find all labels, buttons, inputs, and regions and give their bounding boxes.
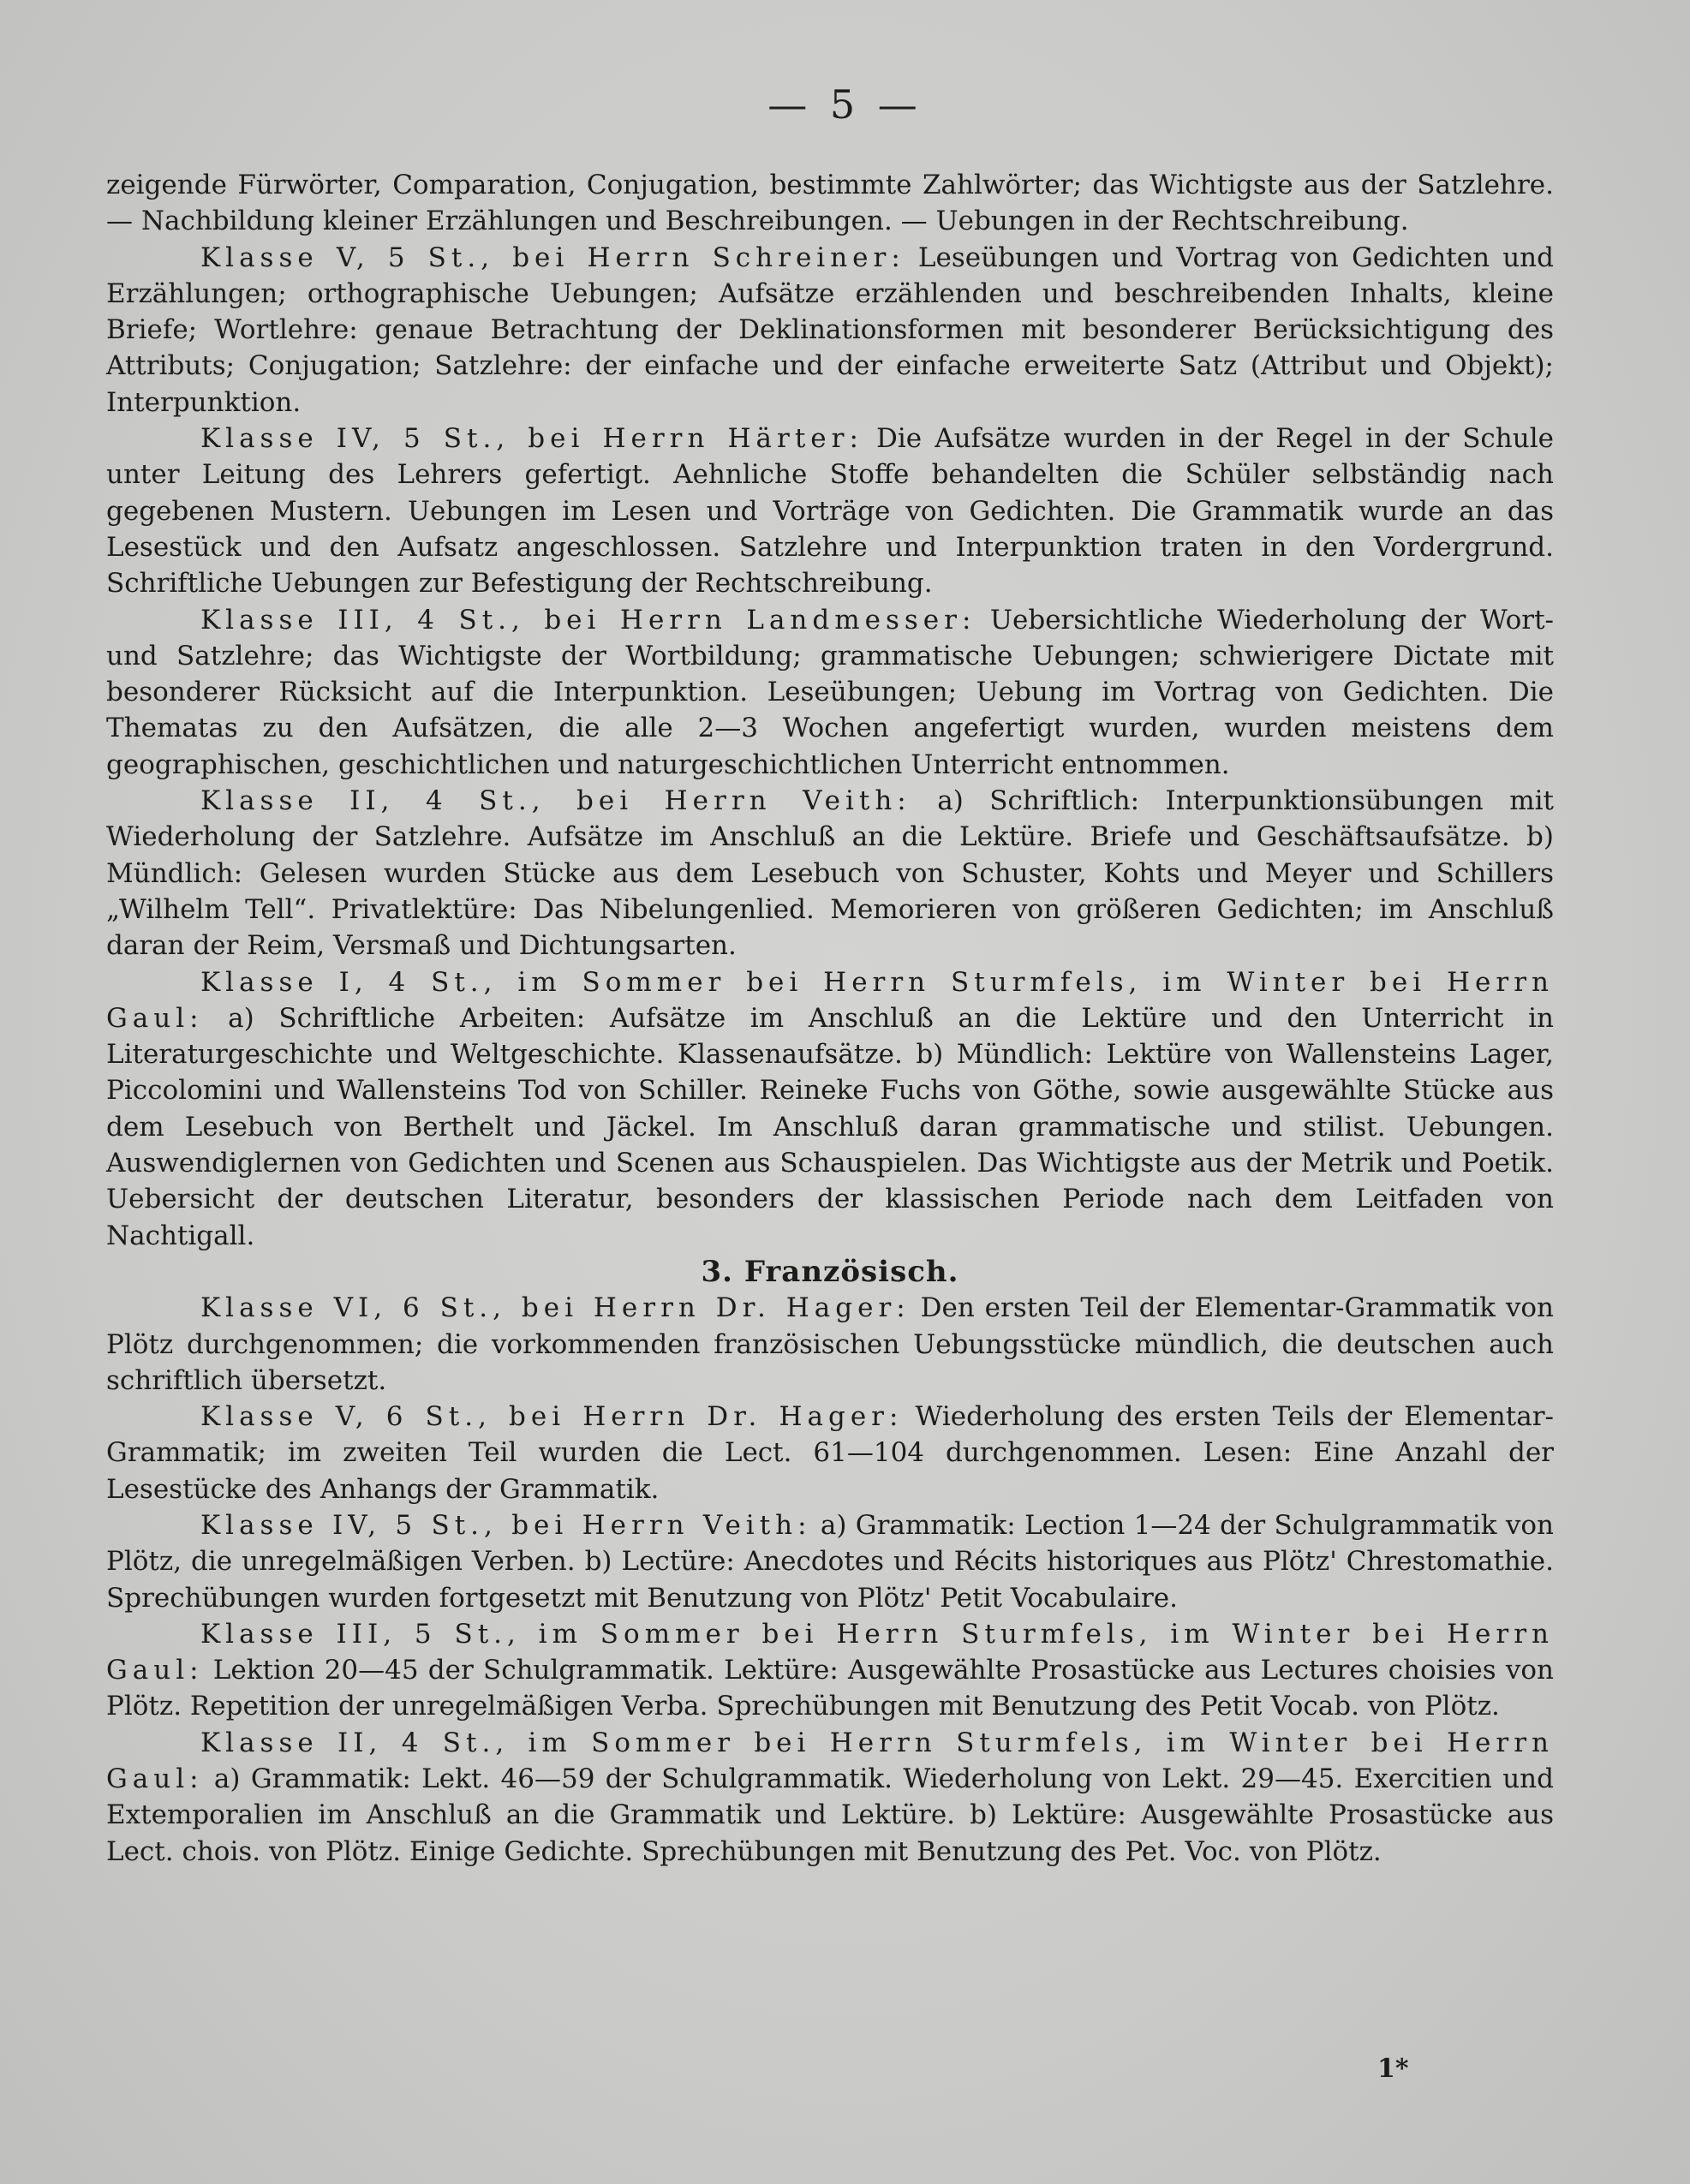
paragraph-text: Die Aufsätze wurden in der Regel in der Schule unter Leitung des Lehrers gefertigt. Aehnliche Stoffe behandelten die Schüler selbständig nach gegebenen Mustern. Uebungen im Lesen und Vorträge von Gedichten. Die Grammatik wurde an das Lesestück und den Aufsatz angeschlossen. Satzlehre und Interpunktion traten in den Vordergrund. Schriftliche Uebungen zur Befestigung der Rechtschreibung. (106, 423, 1554, 600)
paragraph-label: Klasse II, 4 St., bei Herrn Veith: (200, 785, 911, 817)
paragraph-label: Klasse VI, 6 St., bei Herrn Dr. Hager: (200, 1292, 911, 1324)
paragraph-text: a) Grammatik: Lection 1—24 der Schulgrammatik von Plötz, die unregelmäßigen Verben. b) Lectüre: Anecdotes und Récits historiques aus Plötz' Chrestomathie. Sprechübungen wurden fortgesetzt mit Benutzung von Plötz' Petit Vocabulaire. (106, 1509, 1554, 1614)
paragraph-label: Klasse III, 5 St., im Sommer bei Herrn Sturmfels, im Winter bei Herrn Gaul: (106, 1618, 1554, 1686)
paragraph-label: Klasse V, 6 St., bei Herrn Dr. Hager: (200, 1401, 904, 1433)
paragraph-text: a) Grammatik: Lekt. 46—59 der Schulgrammatik. Wiederholung von Lekt. 29—45. Exercitien und Extemporalien im Anschluß an die Grammatik und Lektüre. b) Lektüre: Ausgewählte Prosastücke aus Lect. chois. von Plötz. Einige Gedichte. Sprechübungen mit Benutzung des Pet. Voc. von Plötz. (106, 1763, 1554, 1867)
document-body (106, 167, 1554, 1870)
paragraph-text: a) Schriftlich: Interpunktionsübungen mit Wiederholung der Satzlehre. Aufsätze im Anschluß an die Lektüre. Briefe und Geschäftsaufsätze. b) Mündlich: Gelesen wurden Stücke aus dem Lesebuch von Schuster, Kohts und Meyer und Schillers „Wilhelm Tell“. Privatlektüre: Das Nibelungenlied. Memorieren von größeren Gedichten; im Anschluß daran der Reim, Versmaß und Dichtungsarten. (106, 785, 1554, 962)
paragraph-label: Klasse IV, 5 St., bei Herrn Härter: (200, 423, 863, 455)
paragraph-text: Uebersichtliche Wiederholung der Wort- und Satzlehre; das Wichtigste der Wortbildung; grammatische Uebungen; schwierigere Dictate mit besonderer Rücksicht auf die Interpunktion. Leseübungen; Uebung im Vortrag von Gedichten. Die Thematas zu den Aufsätzen, die alle 2—3 Wochen angefertigt wurden, wurden meistens dem geographischen, geschichtlichen und naturgeschichtlichen Unterricht entnommen. (106, 604, 1554, 780)
paragraph-deutsch-klasse-v (106, 240, 1554, 421)
paragraph-deutsch-klasse-iii (106, 602, 1554, 783)
intro-paragraph: zeigende Fürwörter, Comparation, Conjugation, bestimmte Zahlwörter; das Wichtigste aus der Satzlehre. — Nachbildung kleiner Erzählungen und Beschreibungen. — Uebungen in der Rechtschreibung. (106, 170, 1554, 237)
paragraph-text: Wiederholung des ersten Teils der Elementar-Grammatik; im zweiten Teil wurden die Lect. 61—104 durchgenommen. Lesen: Eine Anzahl der Lesestücke des Anhangs der Grammatik. (106, 1401, 1554, 1505)
paragraph-text: a) Schriftliche Arbeiten: Aufsätze im Anschluß an die Lektüre und den Unterricht in Literaturgeschichte und Weltgeschichte. Klassenaufsätze. b) Mündlich: Lektüre von Wallensteins Lager, Piccolomini und Wallensteins Tod von Schiller. Reineke Fuchs von Göthe, sowie ausgewählte Stücke aus dem Lesebuch von Berthelt und Jäckel. Im Anschluß daran grammatische und stilist. Uebungen. Auswendiglernen von Gedichten und Scenen aus Schauspielen. Das Wichtigste aus der Metrik und Poetik. Uebersicht der deutschen Literatur, besonders der klassischen Periode nach dem Leitfaden von Nachtigall. (106, 1002, 1554, 1251)
paragraph-label: Klasse III, 4 St., bei Herrn Landmesser: (200, 604, 976, 636)
paragraph-label: Klasse II, 4 St., im Sommer bei Herrn Sturmfels, im Winter bei Herrn Gaul: (106, 1727, 1554, 1795)
paragraph-franz-klasse-v (106, 1399, 1554, 1507)
section-heading-franzoesisch: 3. Französisch. (701, 1254, 959, 1289)
paragraph-deutsch-klasse-ii (106, 783, 1554, 964)
paragraph-franz-klasse-vi (106, 1290, 1554, 1399)
paragraph-label: Klasse IV, 5 St., bei Herrn Veith: (200, 1509, 812, 1541)
paragraph-text: Lektion 20—45 der Schulgrammatik. Lektüre: Ausgewählte Prosastücke aus Lectures choisies von Plötz. Repetition der unregelmäßigen Verba. Sprechübungen mit Benutzung des Petit Vocab. von Plötz. (106, 1655, 1554, 1722)
paragraph-text: Leseübungen und Vortrag von Gedichten und Erzählungen; orthographische Uebungen; Aufsätze erzählenden und beschreibenden Inhalts, kleine Briefe; Wortlehre: genaue Betrachtung der Deklinationsformen mit besonderer Berücksichtigung des Attributs; Conjugation; Satzlehre: der einfache und der einfache erweiterte Satz (Attribut und Objekt); Interpunktion. (106, 242, 1554, 418)
paragraph-franz-klasse-iv (106, 1507, 1554, 1616)
paragraph-text: Den ersten Teil der Elementar-Grammatik von Plötz durchgenommen; die vorkommenden französischen Uebungsstücke mündlich, die deutschen auch schriftlich übersetzt. (106, 1292, 1554, 1396)
paragraph-label: Klasse I, 4 St., im Sommer bei Herrn Sturmfels, im Winter bei Herrn Gaul: (106, 966, 1554, 1034)
paragraph-deutsch-klasse-i (106, 964, 1554, 1254)
paragraph-franz-klasse-ii (106, 1725, 1554, 1870)
paragraph-franz-klasse-iii (106, 1616, 1554, 1725)
paragraph-deutsch-klasse-iv (106, 421, 1554, 601)
paragraph-label: Klasse V, 5 St., bei Herrn Schreiner: (200, 242, 905, 273)
signature-mark: 1* (1377, 2054, 1409, 2084)
page-number: — 5 — (767, 81, 923, 128)
